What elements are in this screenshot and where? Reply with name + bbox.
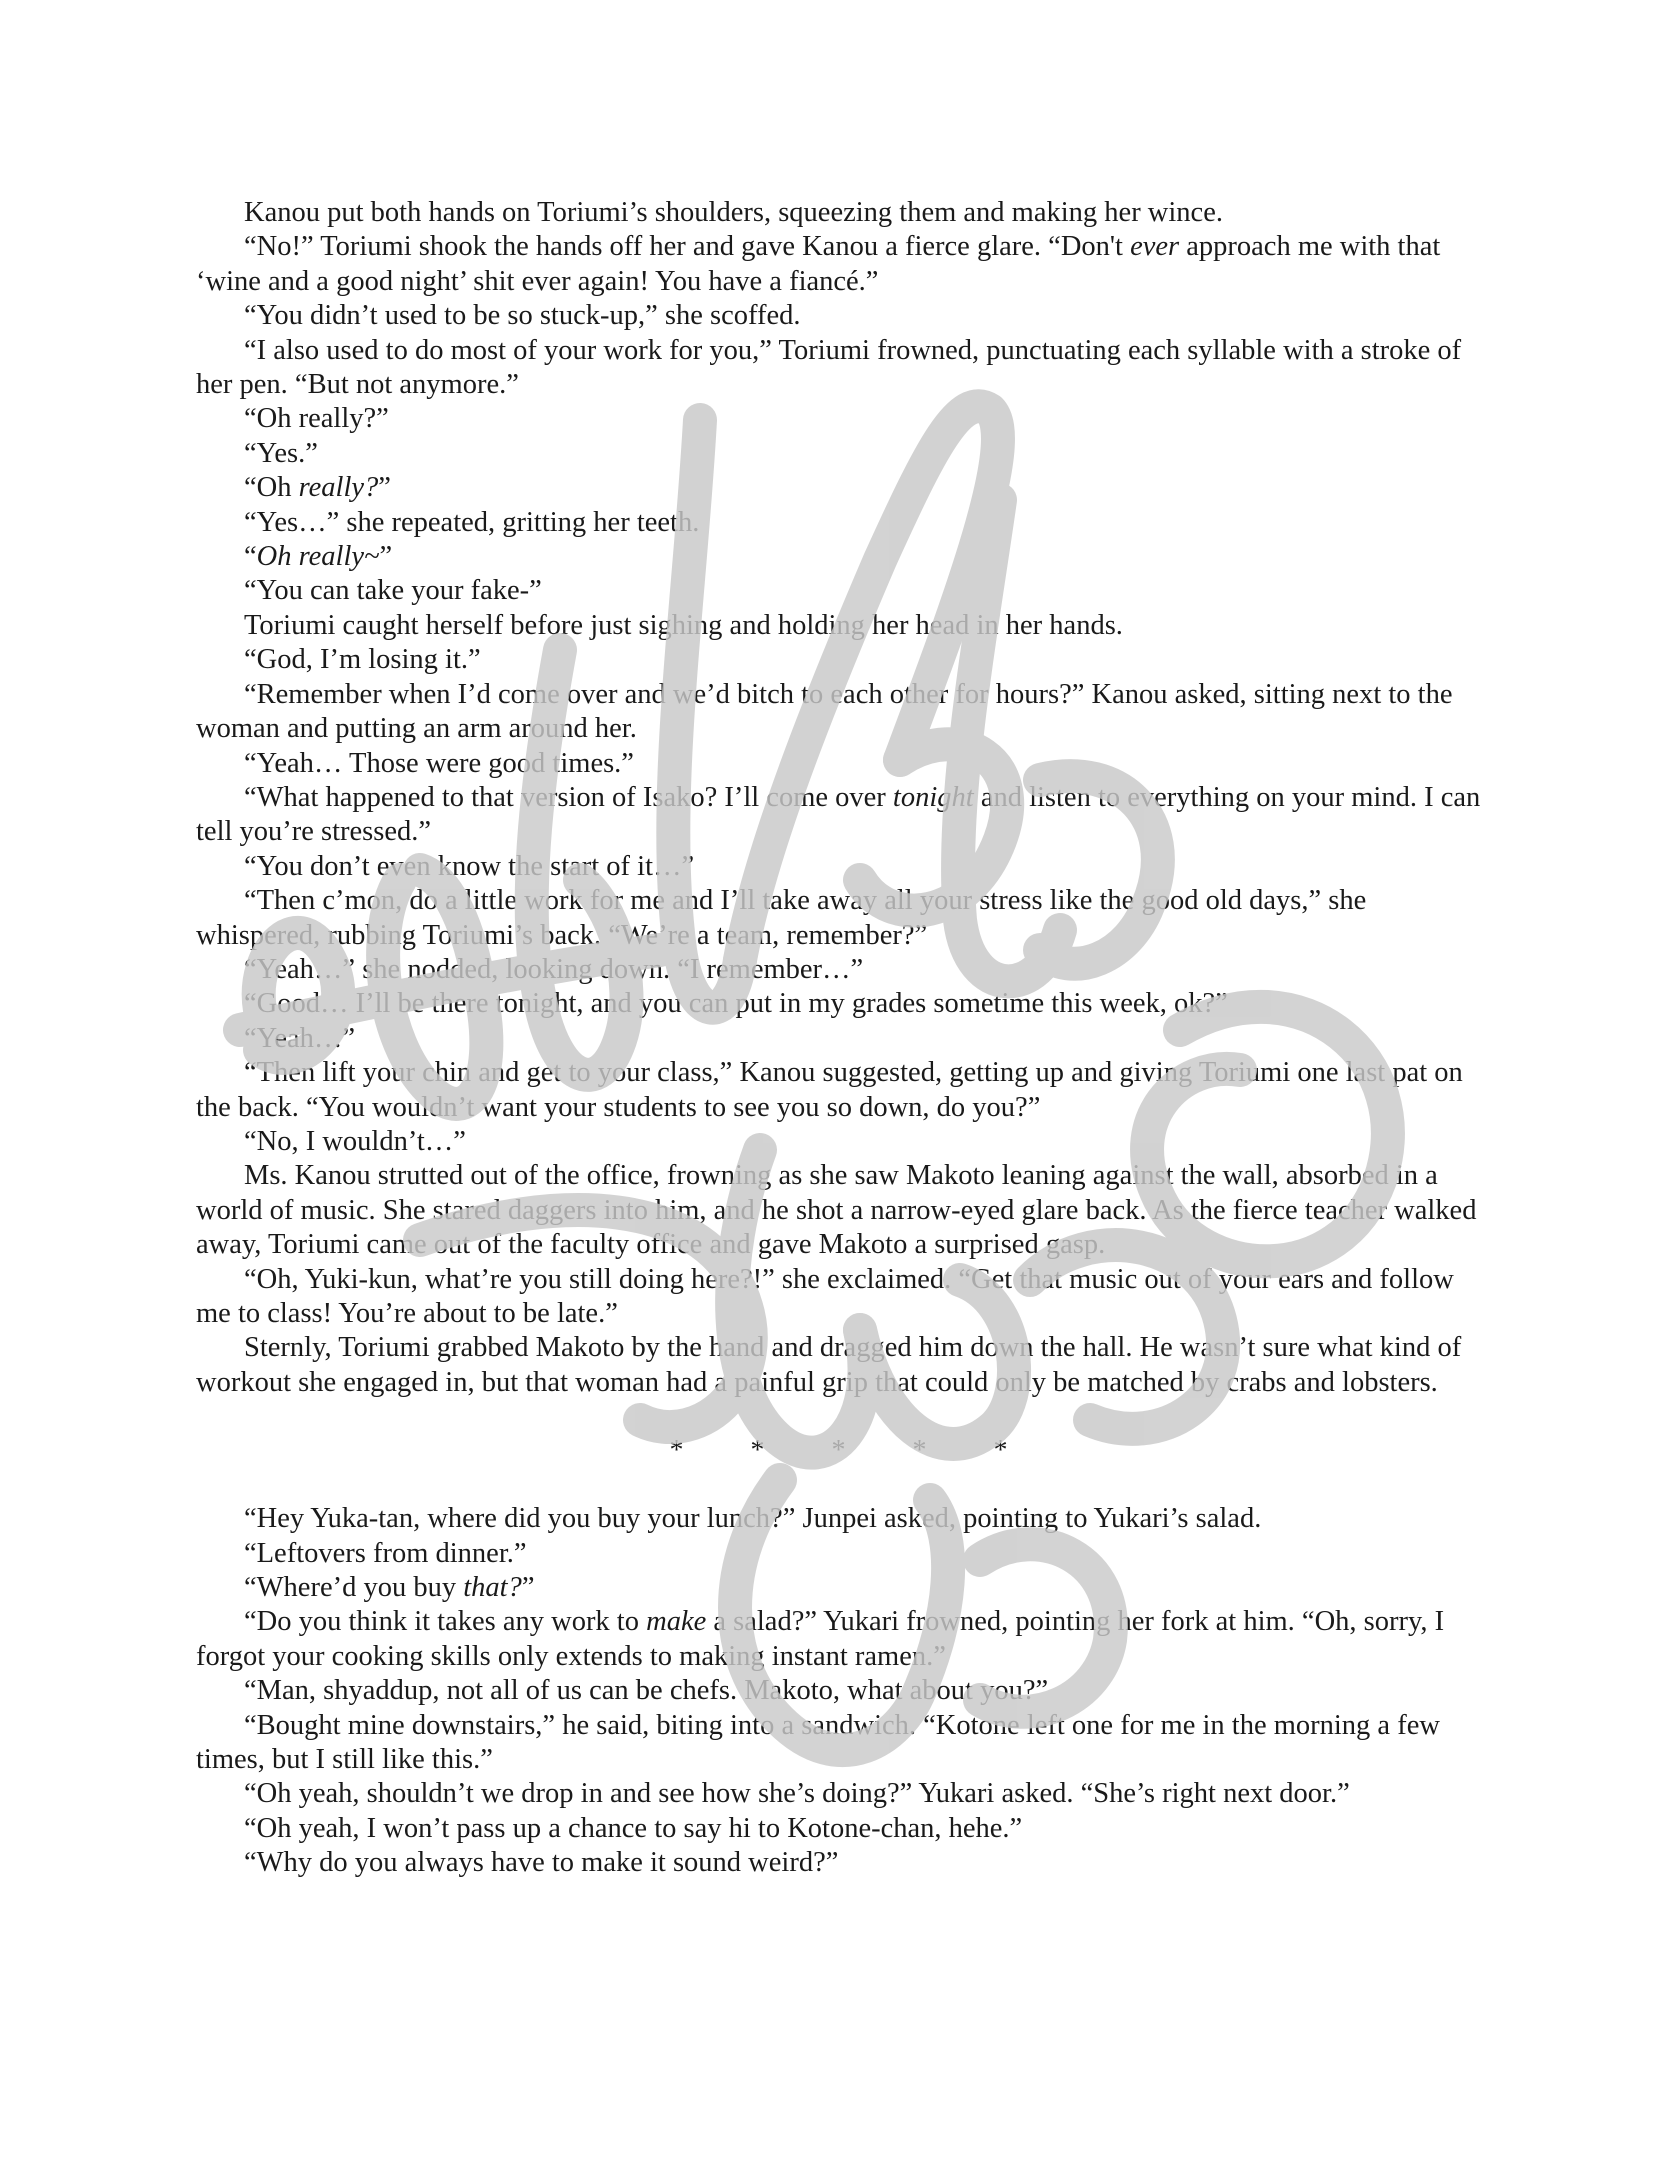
paragraph: [196, 850, 1481, 884]
paragraph: [196, 781, 1481, 850]
paragraph: [196, 1605, 1481, 1674]
text-run: “Good… I’ll be there tonight, and you can put in my grades sometime this week, ok?”: [244, 988, 1228, 1020]
text-run: “Then c’mon, do a little work for me and I’ll take away all your stress like the good old days,” she whispered, rubbing Toriumi’s back. “We’re a team, remember?”: [196, 885, 1367, 951]
paragraph: [196, 1331, 1481, 1400]
paragraph: [196, 884, 1481, 953]
text-run: “Where’d you buy: [244, 1572, 464, 1604]
paragraph: [196, 1571, 1481, 1605]
text-run: “God, I’m losing it.”: [244, 644, 481, 676]
text-run: “Bought mine downstairs,” he said, biting into a sandwich. “Kotone left one for me in the morning a few times, but I still like this.”: [196, 1709, 1440, 1776]
text-run: “What happened to that version of Isako? I’ll come over: [244, 781, 893, 813]
text-run: Kanou put both hands on Toriumi’s shoulders, squeezing them and making her wince.: [244, 197, 1223, 228]
paragraph: [196, 1502, 1481, 1536]
paragraph: [196, 1263, 1481, 1332]
text-run: “No!” Toriumi shook the hands off her and gave Kanou a fierce glare. “Don't: [244, 231, 1131, 263]
text-run: “Why do you always have to make it sound weird?”: [244, 1847, 839, 1879]
text-run: “Man, shyaddup, not all of us can be chefs. Makoto, what about you?”: [244, 1675, 1049, 1707]
text-run: “Yes.”: [244, 437, 318, 469]
text-run: “Oh really?”: [244, 403, 389, 435]
paragraph: [196, 540, 1481, 574]
italic-run: really?: [298, 472, 379, 504]
text-run: a salad?” Yukari frowned, pointing her fork at him. “Oh, sorry, I forgot your cooking skills only extends to making instant ramen.”: [196, 1606, 1445, 1672]
italic-run: tonight: [892, 781, 974, 813]
text-run: “Hey Yuka-tan, where did you buy your lunch?” Junpei asked, pointing to Yukari’s salad.: [244, 1503, 1262, 1535]
paragraph: [196, 574, 1481, 608]
text-run: “Oh yeah, shouldn’t we drop in and see how she’s doing?” Yukari asked. “She’s right next door.”: [244, 1778, 1350, 1810]
paragraph: [196, 609, 1481, 643]
paragraph: [196, 643, 1481, 677]
section-separator: * * * * *: [669, 1435, 1038, 1467]
paragraph: [196, 953, 1481, 987]
text-run: “Yes…” she repeated, gritting her teeth.: [244, 506, 700, 538]
text-run: “You didn’t used to be so stuck-up,” she scoffed.: [244, 300, 801, 332]
paragraph: [196, 1709, 1481, 1778]
text-run: “Yeah… Those were good times.”: [244, 747, 634, 779]
text-run: Sternly, Toriumi grabbed Makoto by the hand and dragged him down the hall. He wasn’t sure what kind of workout she engaged in, but that woman had a painful grip that could only be matched by crabs and lobsters.: [196, 1332, 1462, 1398]
text-run: “Oh yeah, I won’t pass up a chance to say hi to Kotone-chan, hehe.”: [244, 1812, 1023, 1844]
italic-run: make: [646, 1606, 707, 1638]
text-run: Toriumi caught herself before just sighing and holding her head in her hands.: [244, 609, 1123, 641]
text-run: “Yeah…”: [244, 1022, 356, 1054]
text-run: ”: [378, 472, 391, 504]
paragraph: [196, 987, 1481, 1021]
text-run: Ms. Kanou strutted out of the office, frowning as she saw Makoto leaning against the wall, absorbed in a world of music. She stared daggers into him, and he shot a narrow-eyed glare back. As the fierce teacher walked away, Toriumi came out of the faculty office and gave Makoto a surprised gasp.: [196, 1160, 1477, 1261]
text-run: ”: [521, 1572, 535, 1604]
paragraph: [196, 1846, 1481, 1880]
paragraph: [196, 334, 1481, 403]
document-body: [196, 196, 1481, 1881]
text-run: “You don’t even know the start of it…”: [244, 850, 695, 882]
paragraph: [196, 1159, 1481, 1262]
paragraph: [196, 299, 1481, 333]
text-run: “I also used to do most of your work for you,” Toriumi frowned, punctuating each syllable with a stroke of her pen. “But not anymore.”: [196, 334, 1462, 401]
paragraph: [196, 230, 1481, 299]
text-run: “No, I wouldn’t…”: [244, 1125, 466, 1157]
paragraph: [196, 402, 1481, 436]
text-run: “Yeah…” she nodded, looking down. “I remember…”: [244, 953, 864, 985]
text-run: “Remember when I’d come over and we’d bitch to each other for hours?” Kanou asked, sitting next to the woman and putting an arm around her.: [196, 678, 1453, 745]
paragraph: [196, 1777, 1481, 1811]
text-run: “Then lift your chin and get to your class,” Kanou suggested, getting up and giving Toriumi one last pat on the back. “You wouldn’t want your students to see you so down, do you?”: [196, 1057, 1463, 1123]
paragraph: [196, 1812, 1481, 1846]
text-run: “Oh, Yuki-kun, what’re you still doing here?!” she exclaimed. “Get that music out of your ears and follow me to class! You’re about to be late.”: [196, 1263, 1454, 1329]
paragraph: [196, 471, 1481, 505]
paragraph: [196, 1056, 1481, 1125]
paragraph: [196, 437, 1481, 471]
text-run: ”: [379, 541, 393, 573]
text-run: “You can take your fake-”: [244, 575, 542, 607]
italic-run: Oh really~: [256, 541, 380, 573]
paragraph: [196, 1125, 1481, 1159]
paragraph: [196, 747, 1481, 781]
paragraph: [196, 1022, 1481, 1056]
text-run: “Oh: [244, 472, 299, 504]
paragraph: [196, 506, 1481, 540]
text-run: approach me with that ‘wine and a good night’ shit ever again! You have a fiancé.”: [196, 231, 1441, 297]
paragraph: [196, 196, 1481, 230]
text-run: “Leftovers from dinner.”: [244, 1537, 527, 1569]
text-run: “: [244, 541, 257, 573]
paragraph: [196, 678, 1481, 747]
italic-run: that?: [463, 1572, 522, 1604]
paragraph: [196, 1674, 1481, 1708]
text-run: “Do you think it takes any work to: [244, 1606, 647, 1638]
section-one: [196, 196, 1481, 1400]
italic-run: ever: [1130, 231, 1180, 263]
section-two: [196, 1502, 1481, 1880]
paragraph: [196, 1537, 1481, 1571]
text-run: and listen to everything on your mind. I can tell you’re stressed.”: [196, 781, 1481, 848]
